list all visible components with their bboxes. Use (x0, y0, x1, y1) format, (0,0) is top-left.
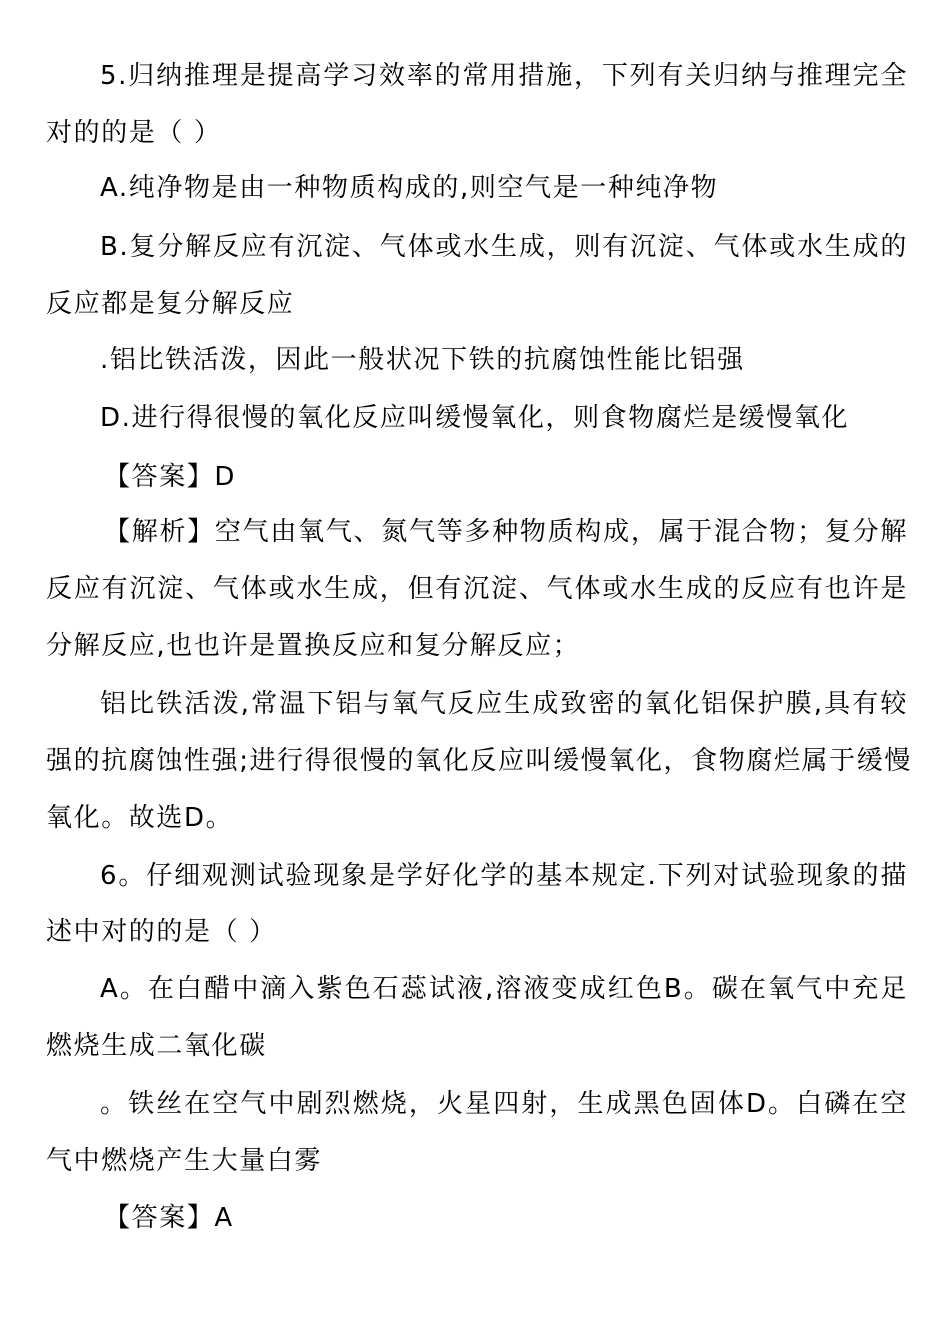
q6-stem-line-2: 述中对的的是（ ） (46, 917, 277, 947)
q5-option-d: D.进行得很慢的氧化反应叫缓慢氧化，则食物腐烂是缓慢氧化 (100, 403, 850, 433)
q6-answer: 【答案】A (104, 1203, 234, 1233)
q6-options-ab-line-2: 燃烧生成二氧化碳 (46, 1031, 267, 1061)
q5-analysis-line-1: 【解析】空气由氧气、氮气等多种物质构成，属于混合物；复分解 (104, 517, 908, 547)
q6-options-cd-line-2: 气中燃烧产生大量白雾 (46, 1146, 323, 1176)
q6-stem-line-1: 6。仔细观测试验现象是学好化学的基本规定.下列对试验现象的描 (100, 861, 908, 891)
q5-analysis-line-6: 氧化。故选D。 (46, 803, 234, 833)
q5-answer: 【答案】D (104, 462, 237, 492)
q5-stem-line-1: 5.归纳推理是提高学习效率的常用措施，下列有关归纳与推理完全 (100, 61, 908, 91)
q5-analysis-line-3: 分解反应,也也许是置换反应和复分解反应； (46, 631, 581, 661)
q6-options-ab-line-1: A。在白醋中滴入紫色石蕊试液,溶液变成红色B。碳在氧气中充足 (100, 974, 908, 1004)
q5-option-c: .铝比铁活泼，因此一般状况下铁的抗腐蚀性能比铝强 (100, 345, 745, 375)
q5-option-a: A.纯净物是由一种物质构成的,则空气是一种纯净物 (100, 173, 719, 203)
q5-analysis-line-4: 铝比铁活泼,常温下铝与氧气反应生成致密的氧化铝保护膜,具有较 (100, 689, 908, 719)
q5-analysis-line-5: 强的抗腐蚀性强;进行得很慢的氧化反应叫缓慢氧化，食物腐烂属于缓慢 (46, 746, 912, 776)
q5-analysis-line-2: 反应有沉淀、气体或水生成，但有沉淀、气体或水生成的反应有也许是 (46, 574, 908, 604)
q5-stem-line-2: 对的的是（ ） (46, 118, 222, 148)
q6-options-cd-line-1: 。铁丝在空气中剧烈燃烧，火星四射，生成黑色固体D。白磷在空 (100, 1089, 908, 1119)
q5-option-b-line-2: 反应都是复分解反应 (46, 289, 295, 319)
q5-option-b-line-1: B.复分解反应有沉淀、气体或水生成，则有沉淀、气体或水生成的 (100, 232, 908, 262)
